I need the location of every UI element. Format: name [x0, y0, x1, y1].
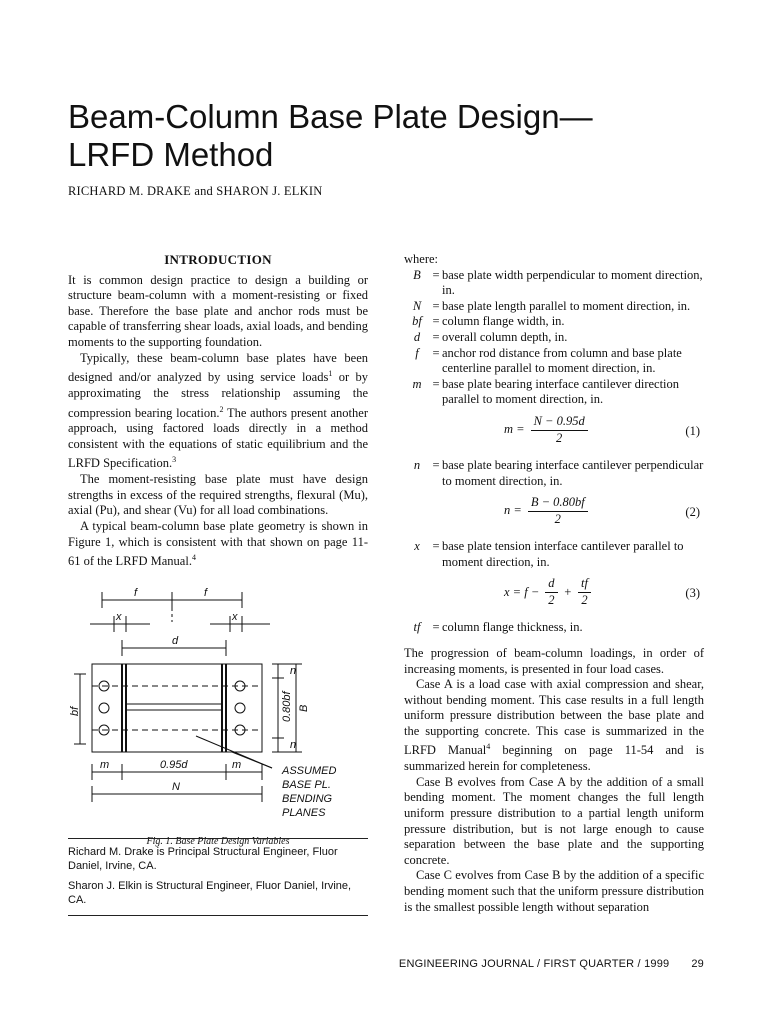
equation-2: n = $\frac{B - 0.80bf}{2}$ (2) — [504, 495, 700, 526]
intro-paragraph-1: It is common design practice to design a building or structure beam-column with a moment-resisting or fixed base. Therefore the base plate and anchor rods must be capable of transferring shear loads, axial loads, and bending moments to the supporting foundation. — [68, 272, 368, 349]
equation-number: (3) — [685, 586, 700, 601]
def-sym: d — [413, 329, 421, 344]
section-heading-introduction: INTRODUCTION — [164, 252, 272, 267]
label-x-left: x — [116, 610, 122, 623]
equation-3: x = f − $\frac{d}{2}$ + $\frac{tf}{2}$ (3) — [504, 576, 700, 607]
def-text: overall column depth, in. — [442, 329, 568, 344]
def-sym: m — [412, 376, 422, 391]
figure-caption: Fig. 1. Base Plate Design Variables — [146, 835, 290, 847]
definition-n: n = base plate bearing interface cantilever perpendicular to moment direction, in. — [413, 457, 704, 488]
label-0-95d: 0.95d — [160, 758, 188, 771]
label-m-right: m — [232, 758, 242, 771]
authors: RICHARD M. DRAKE and SHARON J. ELKIN — [68, 184, 323, 198]
label-0-80bf: 0.80bf — [281, 691, 293, 722]
right-column — [404, 252, 704, 915]
def-sym: f — [415, 345, 419, 360]
journal-name: ENGINEERING JOURNAL / FIRST QUARTER / 1999 — [398, 958, 670, 970]
where-label: where: — [404, 252, 439, 266]
def-sym: B — [413, 267, 421, 282]
title-line-2: LRFD Method — [68, 136, 274, 173]
intro-paragraph-2: Typically, these beam-column base plates have been designed and/or analyzed by using service loads$^1$ or by approximating the stress relationship assuming the compression bearing location.$^2$ The authors present another approach, using factored loads directly in a method consistent with the equations of static equilibrium and the LRFD Specification.$^3$ — [68, 350, 368, 471]
label-base-pl: BASE PL. — [282, 778, 331, 791]
def-text: column flange width, in. — [442, 314, 565, 329]
left-column — [68, 252, 368, 847]
label-x-right: x — [232, 610, 238, 623]
label-d: d — [172, 634, 179, 647]
page-footer — [399, 958, 704, 970]
equation-number: (1) — [685, 423, 700, 438]
base-plate-diagram — [68, 586, 368, 826]
body-paragraph-4: Case C evolves from Case B by the addition of a specific bending moment such that the uniform pressure distribution is the smallest possible length without separation — [404, 868, 704, 914]
label-planes: PLANES — [282, 806, 326, 819]
definition-x: x = base plate tension interface cantilever parallel to moment direction, in. — [414, 539, 684, 569]
label-N: N — [172, 780, 180, 793]
label-bending: BENDING — [282, 792, 333, 805]
equation-1: m = $\frac{N - 0.95d}{2}$ (1) — [504, 413, 700, 445]
def-sym: N — [412, 298, 422, 313]
label-f-left: f — [134, 586, 138, 599]
body-paragraph-3: Case B evolves from Case A by the addition of a small bending moment. The moment changes the full length uniform pressure distribution to a partial length uniform pressure distribution, but is not large enough to cause separation between the base plate and the supporting concrete. — [404, 774, 704, 867]
affiliation-elkin: Sharon J. Elkin is Structural Engineer, Fluor Daniel, Irvine, CA. — [68, 880, 352, 906]
label-B: B — [298, 704, 310, 712]
label-f-right: f — [204, 586, 208, 599]
intro-paragraph-3: The moment-resisting base plate must have design strengths in excess of the required strengths, flexural (Mu), axial (Pu), and shear (Vu) for all load combinations. — [68, 472, 368, 518]
body-paragraph-1: The progression of beam-column loadings, in order of increasing moments, is presented in four load cases. — [404, 645, 704, 676]
def-text: base plate length parallel to moment direction, in. — [442, 298, 691, 313]
def-sym: bf — [412, 314, 422, 329]
intro-paragraph-4: A typical beam-column base plate geometry is shown in Figure 1, which is consistent with that shown on page 11-61 of the LRFD Manual.$^4$ — [68, 518, 368, 569]
equation-number: (2) — [685, 505, 700, 520]
label-assumed: ASSUMED — [282, 764, 337, 777]
affiliation-drake: Richard M. Drake is Principal Structural Engineer, Fluor Daniel, Irvine, CA. — [68, 846, 338, 872]
author-affiliations — [68, 838, 368, 916]
page-number: 29 — [691, 958, 704, 970]
def-text: anchor rod distance from column and base plate centerline parallel to moment direction, in. — [442, 345, 682, 376]
definition-tf: tf = column flange thickness, in. — [413, 620, 583, 635]
label-m-left: m — [100, 758, 110, 771]
label-n-bottom: n — [290, 738, 297, 751]
def-text: base plate bearing interface cantilever direction parallel to moment direction, in. — [442, 376, 680, 407]
body-paragraph-2: Case A is a load case with axial compression and shear, without bending moment. This case results in a full length uniform pressure distribution between the base plate and the supporting concrete. This case is summarized in the LRFD Manual$^4$ beginning on page 11-54 and is summarized herein for completeness. — [404, 677, 704, 774]
title-line-1: Beam-Column Base Plate Design— — [68, 98, 593, 135]
def-text: base plate width perpendicular to moment direction, in. — [442, 267, 703, 298]
figure-1 — [68, 586, 368, 847]
label-n-top: n — [290, 664, 297, 677]
paper-title — [68, 98, 708, 174]
variable-definitions: B = base plate width perpendicular to moment direction, in. N = base plate length parallel to moment direction, in. bf = column flange width, in. d = overall column depth, in. f = anchor rod distance from column and base plate centerline parallel to moment direction, in. m = base plate bearing interface cantilever direction parallel to moment direction, in. — [404, 268, 704, 408]
base-plate-outline — [92, 664, 262, 752]
label-bf: bf — [69, 706, 81, 716]
